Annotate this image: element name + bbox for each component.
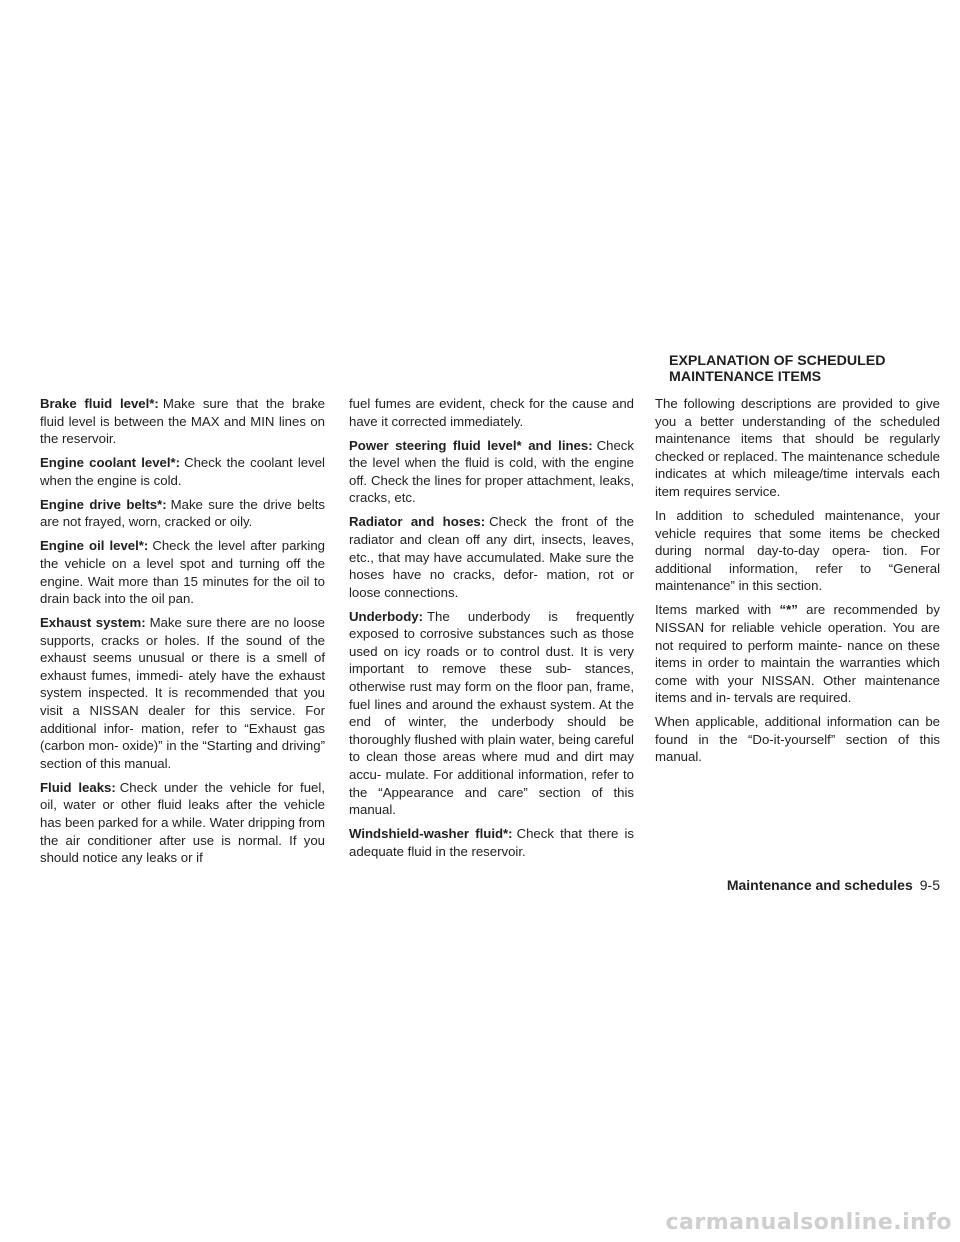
paragraph-engine-oil [40, 537, 325, 607]
paragraph-fluid-leaks-continued [349, 395, 634, 430]
paragraph-brake-fluid [40, 395, 325, 448]
paragraph-daily-checks [655, 507, 940, 595]
item-text: Check the front of the radiator and clean off any dirt, insects, leaves, etc., that may have accumulated. Make sure the hoses have no cracks, defor- mation, rot or loose connections. [349, 514, 634, 600]
item-heading: Windshield-washer fluid*: [349, 826, 513, 842]
item-text: Make sure the drive belts are not frayed, worn, cracked or oily. [40, 496, 325, 530]
item-text: Make sure there are no loose supports, cracks or holes. If the sound of the exhaust seems unusual or there is a smell of exhaust fumes, immedi- ately have the exhaust system inspected. It is recommended that you visit a NISSAN dealer for this service. For additional infor- mation, refer to “Exhaust gas (carbon mon- oxide)” in the “Starting and driving” section of this manual. [40, 615, 325, 771]
paragraph-additional-info [655, 713, 940, 766]
item-text: The underbody is frequently exposed to corrosive substances such as those used on icy roads or to control dust. It is very important to remove these sub- stances, otherwise rust may form on the floor pan, frame, fuel lines and around the exhaust system. At the end of winter, the underbody should be thoroughly flushed with plain water, being careful to clean those areas where mud and dirt may accu- mulate. For additional information, refer to the “Appearance and care” section of this manual. [349, 608, 634, 818]
paragraph-engine-drive-belts [40, 496, 325, 531]
item-text: Check the level after parking the vehicle on a level spot and turning off the engine. Wait more than 15 minutes for the oil to drain back into the oil pan. [40, 538, 325, 607]
item-heading: Engine drive belts*: [40, 496, 167, 512]
item-heading: Underbody: [349, 608, 423, 624]
paragraph-engine-coolant [40, 454, 325, 489]
asterisk-marker: “*” [779, 602, 798, 618]
item-heading: Brake fluid level*: [40, 396, 159, 411]
paragraph-exhaust-system [40, 614, 325, 772]
text-column-middle [349, 395, 634, 867]
text-column-left [40, 395, 325, 873]
item-text: Check that there is adequate fluid in the reservoir. [349, 826, 634, 859]
item-heading: Radiator and hoses: [349, 514, 486, 530]
paragraph-marked-items [655, 601, 940, 707]
paragraph-fluid-leaks [40, 779, 325, 867]
item-text: Check under the vehicle for fuel, oil, water or other fluid leaks after the vehicle has been parked for a while. Water dripping from the air conditioner after use is normal. If you should notice any leaks or if [40, 779, 325, 866]
footer-section-title: Maintenance and schedules [726, 877, 913, 893]
item-text: Items marked with [655, 602, 772, 618]
item-text: The following descriptions are provided to give you a better understanding of the scheduled maintenance items that should be regularly checked or replaced. The maintenance schedule indicates at which mileage/time intervals each item requires service. [655, 396, 940, 499]
watermark: carmanualsonline.info [665, 1210, 952, 1235]
item-heading: Fluid leaks: [40, 779, 116, 795]
paragraph-intro [655, 395, 940, 501]
paragraph-power-steering [349, 437, 634, 507]
item-text: In addition to scheduled maintenance, your vehicle requires that some items be checked during normal day-to-day opera- tion. For additional information, refer to “General maintenance” in this section. [655, 507, 940, 594]
paragraph-radiator-hoses [349, 513, 634, 601]
item-text: Check the level when the fluid is cold, with the engine off. Check the lines for proper attachment, leaks, cracks, etc. [349, 437, 634, 506]
paragraph-windshield-washer [349, 825, 634, 860]
item-text: fuel fumes are evident, check for the cause and have it corrected immediately. [349, 396, 634, 429]
item-heading: Power steering fluid level* and lines: [349, 437, 593, 453]
item-text: Check the coolant level when the engine is cold. [40, 455, 325, 488]
item-heading: Engine oil level*: [40, 538, 149, 554]
item-heading: Engine coolant level*: [40, 455, 181, 471]
section-heading-line2: MAINTENANCE ITEMS [669, 369, 822, 385]
item-text: Make sure that the brake fluid level is between the MAX and MIN lines on the reservoir. [40, 396, 326, 447]
page-footer [727, 876, 940, 894]
item-text: are recommended by NISSAN for reliable vehicle operation. You are not required to perform mainte- nance on these items in order to maintain the warranties which come with your NISSAN. Other maintenance items and in- tervals are required. [655, 602, 940, 706]
text-column-right [655, 395, 940, 772]
item-heading: Exhaust system: [40, 615, 146, 631]
paragraph-underbody [349, 608, 634, 819]
item-text: When applicable, additional information can be found in the “Do-it-yourself” section of this manual. [655, 714, 940, 765]
section-heading-line1: EXPLANATION OF SCHEDULED [669, 353, 886, 369]
section-heading [669, 353, 949, 385]
page-number: 9-5 [919, 877, 940, 893]
